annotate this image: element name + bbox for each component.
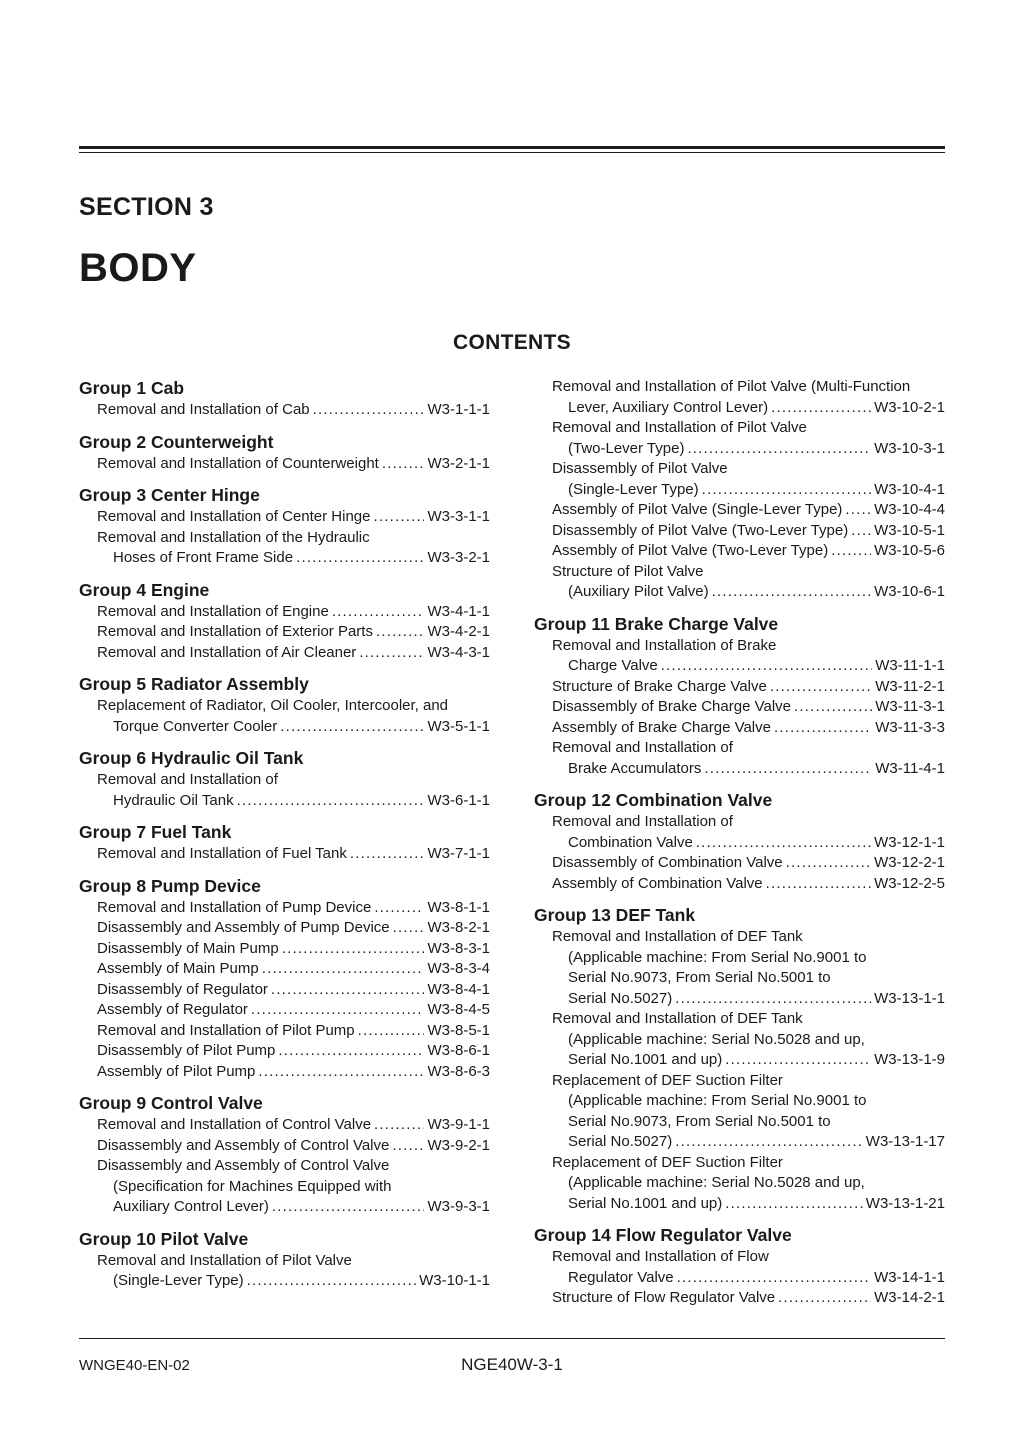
dot-leader: [374, 507, 425, 528]
toc-entry-line-last: [79, 980, 490, 1001]
toc-entry: [79, 844, 490, 865]
toc-group-block: [79, 579, 490, 664]
toc-entry: [79, 1041, 490, 1062]
toc-entry-label: Assembly of Main Pump: [97, 960, 259, 977]
toc-entry-label: Auxiliary Control Lever): [113, 1198, 269, 1215]
dot-leader: [282, 939, 425, 960]
toc-entry-line-last: [79, 918, 490, 939]
toc-entry-page: W3-13-1-9: [874, 1051, 945, 1068]
toc-entry-line-last: [534, 874, 945, 895]
toc-entry-label: Disassembly of Main Pump: [97, 939, 279, 957]
toc-entry-line: Structure of Pilot Valve: [552, 562, 704, 580]
toc-entry-line-last: [534, 853, 945, 874]
section-title: BODY: [79, 246, 197, 290]
toc-entry-page: W3-8-6-1: [427, 1042, 490, 1059]
toc-entry-page: W3-12-2-1: [874, 854, 945, 871]
toc-entry: [79, 1000, 490, 1021]
dot-leader: [247, 1271, 417, 1292]
toc-entry-label: (Auxiliary Pilot Valve): [568, 583, 709, 600]
dot-leader: [350, 844, 425, 865]
toc-entry-line-last: [534, 1288, 945, 1309]
toc-entry-line-last: [534, 656, 945, 677]
footer-row: [79, 1355, 945, 1375]
group-heading: Group 5 Radiator Assembly: [79, 674, 309, 694]
toc-entry: [79, 959, 490, 980]
toc-entry-line-last: [79, 1115, 490, 1136]
toc-entry-line: Removal and Installation of DEF Tank: [552, 928, 803, 945]
toc-entry-label: Assembly of Regulator: [97, 1001, 248, 1018]
dot-leader: [278, 1041, 424, 1062]
dot-leader: [313, 400, 425, 421]
toc-entry-label: Disassembly of Pilot Pump: [97, 1042, 276, 1059]
contents-title: CONTENTS: [453, 331, 571, 354]
toc-entry-line-last: [79, 507, 490, 528]
toc-entry-label: (Single-Lever Type): [113, 1272, 244, 1289]
dot-leader: [376, 622, 425, 643]
toc-entry-label: Serial No.5027): [568, 1133, 673, 1150]
dot-leader: [786, 853, 871, 874]
group-heading: Group 1 Cab: [79, 378, 185, 398]
dot-leader: [675, 989, 871, 1010]
toc-entry-page: W3-10-3-1: [874, 439, 945, 457]
toc-entry: [534, 853, 945, 874]
toc-entry-label: Removal and Installation of Exterior Parts: [97, 623, 373, 640]
toc-entry-page: W3-6-1-1: [427, 791, 490, 809]
toc-entry-line: Replacement of DEF Suction Filter: [552, 1153, 783, 1171]
dot-leader: [770, 677, 872, 698]
group-heading: Group 2 Counterweight: [79, 431, 274, 452]
dot-leader: [296, 548, 424, 569]
dot-leader: [332, 602, 425, 623]
footer-doc-code: WNGE40-EN-02: [79, 1357, 190, 1374]
toc-entry-line-last: [534, 759, 945, 780]
dot-leader: [687, 439, 871, 460]
toc-entry: [79, 918, 490, 939]
dot-leader: [675, 1132, 863, 1153]
toc-entry-page: W3-9-3-1: [427, 1198, 490, 1215]
toc-entry: [534, 562, 945, 603]
toc-entry-page: W3-13-1-17: [865, 1133, 945, 1150]
toc-entry: [79, 400, 490, 421]
toc-entry-page: W3-11-2-1: [875, 677, 945, 695]
toc-group-block: [79, 484, 490, 569]
dot-leader: [271, 980, 425, 1001]
toc-entry-line-last: [534, 989, 945, 1010]
toc-entry-label: Disassembly of Brake Charge Valve: [552, 698, 791, 715]
toc-entry-line: Replacement of DEF Suction Filter: [552, 1071, 783, 1089]
toc-entry: [79, 1115, 490, 1136]
toc-entry-line-last: [534, 439, 945, 460]
footer-page-number: NGE40W-3-1: [461, 1355, 563, 1374]
toc-entry-page: W3-3-1-1: [427, 508, 490, 525]
toc-entry-page: W3-3-2-1: [427, 549, 490, 566]
toc-entry-label: Disassembly of Combination Valve: [552, 854, 783, 871]
group-heading: Group 12 Combination Valve: [534, 790, 773, 810]
toc-entry-label: Hoses of Front Frame Side: [113, 549, 294, 566]
toc-entry-label: Disassembly and Assembly of Pump Device: [97, 919, 390, 936]
toc-entry: [79, 643, 490, 664]
group-heading: Group 8 Pump Device: [79, 875, 261, 896]
toc-entry-line-last: [534, 833, 945, 854]
toc-entry-label: Removal and Installation of Center Hinge: [97, 508, 371, 525]
toc-entry-line: Removal and Installation of: [97, 771, 278, 788]
toc-group-block: [79, 875, 490, 1083]
toc-entry-line-last: [534, 582, 945, 603]
toc-entry-line-last: [534, 398, 945, 419]
toc-entry-line: Disassembly and Assembly of Control Valve: [97, 1157, 390, 1174]
toc-entry-page: W3-11-4-1: [875, 759, 945, 777]
toc-group-block: [79, 821, 490, 865]
toc-entry-page: W3-7-1-1: [427, 845, 490, 862]
toc-entry: [79, 1251, 490, 1292]
toc-entry-line: (Applicable machine: Serial No.5028 and up,: [568, 1174, 865, 1191]
toc-entry-label: (Two-Lever Type): [568, 439, 685, 457]
toc-entry: [534, 418, 945, 459]
dot-leader: [831, 541, 871, 562]
group-heading: Group 13 DEF Tank: [534, 905, 696, 925]
toc-group-block: [79, 431, 490, 475]
toc-entry-line-last: [79, 1000, 490, 1021]
toc-entry-line-last: [79, 602, 490, 623]
toc-entry-line-last: [534, 718, 945, 739]
toc-entry: [534, 718, 945, 739]
toc-group-block: [534, 613, 945, 780]
toc-entry-line: Removal and Installation of Pilot Valve: [97, 1251, 352, 1269]
toc-entry: [79, 898, 490, 919]
dot-leader: [702, 480, 872, 501]
toc-column-left: [79, 377, 490, 1309]
toc-entry: [79, 1021, 490, 1042]
toc-entry: [79, 1062, 490, 1083]
toc-entry-line-last: [534, 521, 945, 542]
toc-entry-label: Removal and Installation of Control Valve: [97, 1116, 372, 1133]
toc-group-block: [79, 747, 490, 811]
toc-entry-line-last: [79, 1021, 490, 1042]
dot-leader: [778, 1288, 871, 1309]
group-heading: Group 4 Engine: [79, 579, 210, 600]
footer-rule: [79, 1338, 945, 1339]
toc-entry: [79, 1136, 490, 1157]
toc-entry-page: W3-10-4-4: [874, 501, 945, 518]
toc-entry-label: Serial No.1001 and up): [568, 1194, 723, 1212]
dot-leader: [258, 1062, 424, 1083]
toc-entry-page: W3-12-1-1: [874, 833, 945, 851]
toc-entry-label: Assembly of Pilot Valve (Single-Lever Type): [552, 501, 843, 518]
toc-entry-page: W3-1-1-1: [427, 401, 490, 418]
group-heading: Group 9 Control Valve: [79, 1093, 263, 1113]
toc-entry: [534, 677, 945, 698]
toc-entry-page: W3-10-4-1: [874, 480, 945, 498]
page-footer: [79, 1338, 945, 1375]
toc-column-right: [534, 377, 945, 1309]
toc-entry-label: Removal and Installation of Pump Device: [97, 898, 372, 916]
toc-entry-line: Removal and Installation of the Hydraulic: [97, 528, 370, 546]
toc-entry-line-last: [534, 500, 945, 521]
dot-leader: [771, 398, 871, 419]
toc-entry-page: W3-8-4-5: [427, 1001, 490, 1018]
toc-entry: [79, 980, 490, 1001]
toc-entry-line-last: [534, 1194, 945, 1215]
toc-entry-page: W3-11-1-1: [875, 657, 945, 674]
toc-entry-label: Removal and Installation of Counterweight: [97, 454, 379, 472]
toc-entry-page: W3-4-2-1: [427, 623, 490, 640]
toc-entry-label: Removal and Installation of Air Cleaner: [97, 643, 357, 661]
toc-entry: [534, 1153, 945, 1215]
toc-entry-line-last: [79, 454, 490, 475]
toc-entry-page: W3-8-4-1: [427, 980, 490, 998]
toc-entry-line: Removal and Installation of: [552, 739, 733, 756]
toc-entry: [534, 812, 945, 853]
dot-leader: [392, 1136, 424, 1157]
toc-entry-label: Disassembly of Regulator: [97, 980, 268, 998]
toc-entry-page: W3-11-3-3: [875, 718, 945, 736]
group-heading: Group 3 Center Hinge: [79, 485, 260, 505]
toc-entry-line-last: [79, 548, 490, 569]
toc-entry-page: W3-5-1-1: [427, 717, 490, 735]
toc-entry: [534, 1247, 945, 1288]
toc-entry-label: Torque Converter Cooler: [113, 717, 278, 735]
toc-entry-line: (Applicable machine: From Serial No.9001 to: [568, 948, 867, 966]
group-heading: Group 14 Flow Regulator Valve: [534, 1225, 792, 1245]
toc-group-block: [534, 1224, 945, 1309]
toc-entry-line: Removal and Installation of Pilot Valve (Multi-Function: [552, 378, 911, 395]
toc-entry-page: W3-8-3-4: [427, 960, 490, 977]
toc-entry-label: Removal and Installation of Cab: [97, 401, 310, 418]
toc-entry-page: W3-8-1-1: [427, 898, 490, 916]
toc-entry-label: Disassembly of Pilot Valve (Two-Lever Type): [552, 521, 849, 539]
toc-entry-label: Assembly of Pilot Pump: [97, 1062, 256, 1080]
group-heading: Group 7 Fuel Tank: [79, 822, 232, 842]
dot-leader: [851, 521, 871, 542]
toc-entry-page: W3-8-5-1: [427, 1021, 490, 1039]
toc-entry-page: W3-9-1-1: [427, 1116, 490, 1133]
toc-entry: [534, 1009, 945, 1071]
toc-group-block: [534, 377, 945, 603]
toc-entry-page: W3-11-3-1: [875, 698, 945, 715]
toc-entry: [534, 927, 945, 1009]
toc-entry-label: Lever, Auxiliary Control Lever): [568, 398, 769, 416]
toc-entry-line-last: [79, 844, 490, 865]
dot-leader: [272, 1197, 425, 1218]
toc-entry-line-last: [79, 1197, 490, 1218]
toc-entry-label: Charge Valve: [568, 657, 658, 674]
toc-entry: [79, 770, 490, 811]
toc-entry: [79, 1156, 490, 1218]
toc-entry-line-last: [79, 643, 490, 664]
toc-entry-line-last: [534, 1132, 945, 1153]
dot-leader: [725, 1050, 871, 1071]
toc-entry-label: Assembly of Pilot Valve (Two-Lever Type): [552, 542, 829, 559]
toc-entry: [79, 507, 490, 528]
section-label: SECTION 3: [79, 193, 214, 221]
dot-leader: [712, 582, 872, 603]
toc-entry: [79, 454, 490, 475]
toc-group-block: [534, 904, 945, 1214]
toc-entry-line-last: [79, 939, 490, 960]
dot-leader: [704, 759, 872, 780]
toc-entry: [534, 521, 945, 542]
dot-leader: [677, 1268, 872, 1289]
dot-leader: [766, 874, 871, 895]
toc-entry-line-last: [534, 480, 945, 501]
toc-group-block: [79, 1092, 490, 1218]
toc-entry-line-last: [79, 622, 490, 643]
toc-entry-label: Combination Valve: [568, 833, 693, 851]
dot-leader: [774, 718, 872, 739]
toc-entry-label: Hydraulic Oil Tank: [113, 791, 234, 809]
toc-entry-page: W3-9-2-1: [427, 1136, 490, 1154]
toc-entry-page: W3-14-2-1: [874, 1289, 945, 1306]
dot-leader: [661, 656, 872, 677]
toc-entry-page: W3-4-3-1: [427, 643, 490, 661]
dot-leader: [359, 643, 424, 664]
toc-entry-line: (Applicable machine: From Serial No.9001 to: [568, 1092, 867, 1109]
toc-entry: [79, 696, 490, 737]
toc-entry: [534, 874, 945, 895]
toc-entry: [534, 1071, 945, 1153]
dot-leader: [845, 500, 871, 521]
dot-leader: [794, 697, 872, 718]
toc-entry-line-last: [79, 1041, 490, 1062]
toc-entry-line-last: [79, 1271, 490, 1292]
toc-entry-page: W3-13-1-1: [874, 989, 945, 1007]
toc-group-block: [79, 1228, 490, 1292]
toc-entry-label: Removal and Installation of Pilot Pump: [97, 1021, 355, 1039]
toc-entry-line-last: [534, 677, 945, 698]
toc-entry: [79, 622, 490, 643]
toc-entry-line: (Specification for Machines Equipped with: [113, 1177, 392, 1195]
toc-entry-line-last: [534, 541, 945, 562]
group-heading: Group 10 Pilot Valve: [79, 1228, 249, 1249]
dot-leader: [382, 454, 425, 475]
toc-entry: [534, 500, 945, 521]
toc-entry-page: W3-8-3-1: [427, 939, 490, 957]
toc-entry: [534, 697, 945, 718]
toc-entry-line: Removal and Installation of DEF Tank: [552, 1010, 803, 1027]
toc-entry-label: Brake Accumulators: [568, 759, 702, 777]
dot-leader: [725, 1194, 863, 1215]
toc-entry-page: W3-10-5-1: [874, 521, 945, 539]
toc-entry-page: W3-14-1-1: [874, 1268, 945, 1286]
dot-leader: [358, 1021, 425, 1042]
toc-entry-line-last: [79, 1136, 490, 1157]
toc-entry: [79, 602, 490, 623]
toc-entry-label: Structure of Brake Charge Valve: [552, 677, 767, 695]
toc-entry-page: W3-10-1-1: [419, 1272, 490, 1289]
toc-entry-page: W3-13-1-21: [865, 1194, 945, 1212]
toc-entry-line-last: [534, 1050, 945, 1071]
dot-leader: [280, 717, 424, 738]
dot-leader: [262, 959, 425, 980]
dot-leader: [237, 791, 425, 812]
toc-entry-label: Structure of Flow Regulator Valve: [552, 1289, 776, 1306]
toc-entry-line-last: [79, 791, 490, 812]
toc-entry: [534, 377, 945, 418]
toc-entry-line-last: [79, 400, 490, 421]
toc-entry-line: Removal and Installation of: [552, 813, 733, 830]
toc-entry-label: Removal and Installation of Fuel Tank: [97, 845, 347, 862]
toc-entry: [534, 738, 945, 779]
toc-entry-line: Removal and Installation of Flow: [552, 1248, 769, 1265]
toc-entry-label: Serial No.5027): [568, 989, 673, 1007]
toc-entry: [79, 939, 490, 960]
toc-entry-line-last: [79, 898, 490, 919]
toc-entry: [534, 541, 945, 562]
toc-entry-line: Removal and Installation of Pilot Valve: [552, 419, 807, 436]
toc-entry-line: Replacement of Radiator, Oil Cooler, Intercooler, and: [97, 697, 449, 714]
dot-leader: [393, 918, 425, 939]
toc-entry: [534, 1288, 945, 1309]
table-of-contents: [79, 377, 945, 1309]
toc-entry-label: Removal and Installation of Engine: [97, 602, 329, 620]
toc-entry-page: W3-8-6-3: [427, 1062, 490, 1080]
toc-entry-line-last: [79, 959, 490, 980]
toc-group-block: [534, 789, 945, 894]
toc-group-block: [79, 673, 490, 737]
dot-leader: [374, 1115, 424, 1136]
toc-entry: [79, 528, 490, 569]
toc-entry-line: Removal and Installation of Brake: [552, 636, 777, 654]
dot-leader: [374, 898, 424, 919]
toc-entry-label: Serial No.1001 and up): [568, 1051, 723, 1068]
toc-group-block: [79, 377, 490, 421]
toc-entry-label: (Single-Lever Type): [568, 480, 699, 498]
group-heading: Group 11 Brake Charge Valve: [534, 613, 779, 634]
toc-entry-line-last: [79, 1062, 490, 1083]
toc-entry-label: Regulator Valve: [568, 1268, 674, 1286]
toc-entry-page: W3-2-1-1: [427, 454, 490, 472]
toc-entry-page: W3-12-2-5: [874, 874, 945, 892]
toc-entry-page: W3-4-1-1: [427, 602, 490, 620]
toc-entry-page: W3-8-2-1: [427, 919, 490, 936]
toc-entry-label: Disassembly and Assembly of Control Valve: [97, 1136, 390, 1154]
toc-entry-page: W3-10-5-6: [874, 542, 945, 559]
toc-entry-line: (Applicable machine: Serial No.5028 and up,: [568, 1030, 865, 1048]
toc-entry-label: Assembly of Brake Charge Valve: [552, 718, 771, 736]
toc-entry-line: Serial No.9073, From Serial No.5001 to: [568, 969, 831, 986]
top-double-rule: [79, 146, 945, 153]
toc-entry-line: Serial No.9073, From Serial No.5001 to: [568, 1112, 831, 1130]
toc-entry-page: W3-10-2-1: [874, 398, 945, 416]
toc-entry-page: W3-10-6-1: [874, 583, 945, 600]
toc-entry-line-last: [79, 717, 490, 738]
dot-leader: [696, 833, 871, 854]
toc-entry-label: Assembly of Combination Valve: [552, 874, 763, 892]
toc-entry-line-last: [534, 697, 945, 718]
page-content: [0, 146, 1024, 1309]
toc-entry-line: Disassembly of Pilot Valve: [552, 460, 728, 477]
group-heading: Group 6 Hydraulic Oil Tank: [79, 748, 304, 768]
toc-entry: [534, 459, 945, 500]
toc-entry: [534, 636, 945, 677]
dot-leader: [251, 1000, 425, 1021]
toc-entry-line-last: [534, 1268, 945, 1289]
